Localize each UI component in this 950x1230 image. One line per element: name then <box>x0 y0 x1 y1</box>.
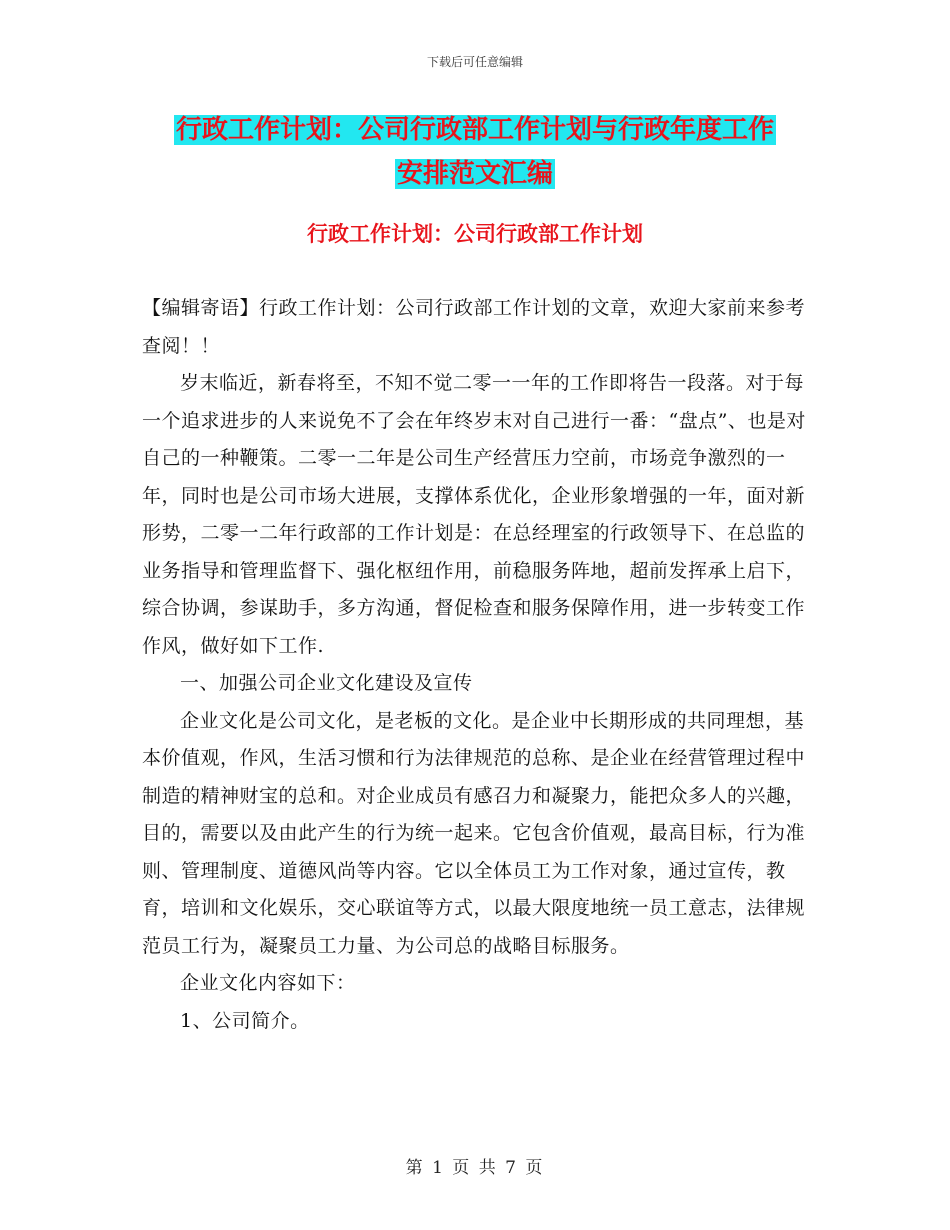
intro-paragraph: 岁末临近，新春将至，不知不觉二零一一年的工作即将告一段落。对于每一个追求进步的人来说免不了会在年终岁末对自己进行一番：“盘点”、也是对自己的一种鞭策。二零一二年是公司生产经营压力空前，市场竞争激烈的一年，同时也是公司市场大进展，支撑体系优化，企业形象增强的一年，面对新形势，二零一二年行政部的工作计划是：在总经理室的行政领导下、在总监的业务指导和管理监督下、强化枢纽作用，前稳服务阵地，超前发挥承上启下，综合协调，参谋助手，多方沟通，督促检查和服务保障作用，进一步转变工作作风，做好如下工作. <box>142 372 806 657</box>
page-number-footer: 第 1 页 共 7 页 <box>405 1158 545 1178</box>
document-title-line1: 行政工作计划：公司行政部工作计划与行政年度工作 <box>175 115 774 145</box>
section-heading-culture: 一、加强公司企业文化建设及宣传 <box>180 672 473 694</box>
editor-note-paragraph: 【编辑寄语】行政工作计划：公司行政部工作计划的文章，欢迎大家前来参考查阅！！ <box>142 297 806 357</box>
document-title-line2: 安排范文汇编 <box>396 159 553 189</box>
culture-content-heading: 企业文化内容如下： <box>180 972 356 994</box>
document-title <box>0 108 950 196</box>
document-body <box>142 290 810 1040</box>
header-note: 下载后可任意编辑 <box>426 55 523 69</box>
list-item-company-profile: 1、公司简介。 <box>180 1009 310 1032</box>
section-subtitle: 行政工作计划：公司行政部工作计划 <box>307 222 643 246</box>
culture-paragraph: 企业文化是公司文化，是老板的文化。是企业中长期形成的共同理想，基本价值观，作风，生活习惯和行为法律规范的总称、是企业在经营管理过程中制造的精神财宝的总和。对企业成员有感召力和凝聚力，能把众多人的兴趣，目的，需要以及由此产生的行为统一起来。它包含价值观，最高目标，行为准则、管理制度、道德风尚等内容。它以全体员工为工作对象，通过宣传，教育，培训和文化娱乐，交心联谊等方式，以最大限度地统一员工意志，法律规范员工行为，凝聚员工力量、为公司总的战略目标服务。 <box>142 709 806 957</box>
